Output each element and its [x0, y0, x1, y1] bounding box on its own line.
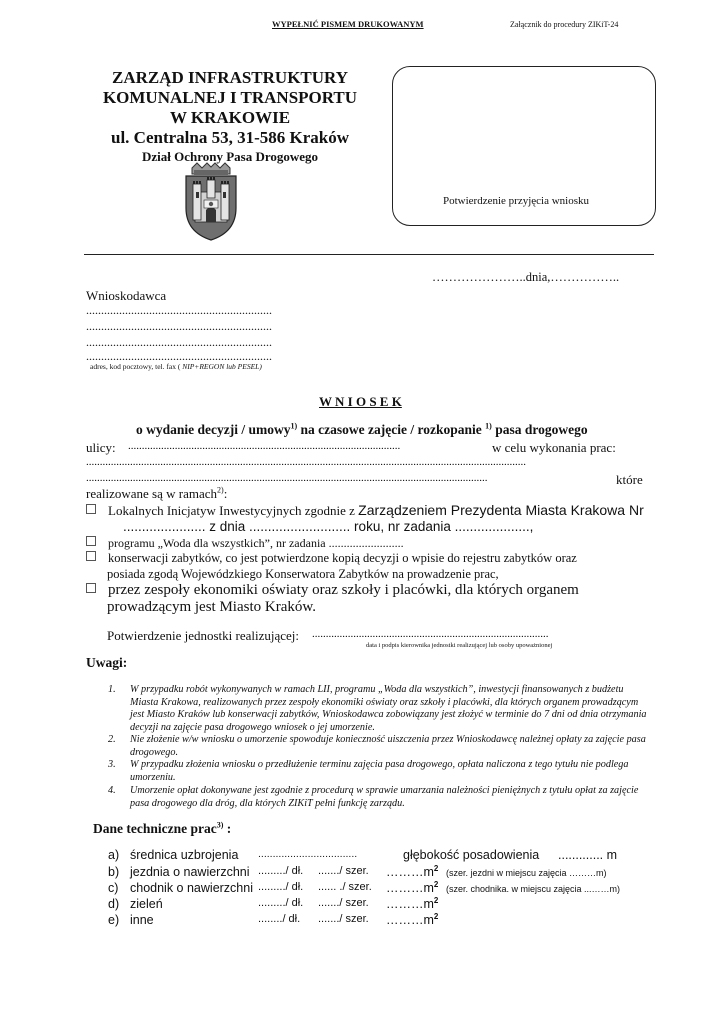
- form-title: W N I O S E K: [319, 394, 402, 409]
- area-field[interactable]: [386, 865, 438, 879]
- work-purpose-label: w celu wykonania prac:: [492, 440, 616, 455]
- street-field[interactable]: ...................................................................................................: [128, 440, 401, 452]
- option-monuments[interactable]: [86, 551, 577, 566]
- checkbox-monuments[interactable]: [86, 551, 96, 561]
- width-field[interactable]: ...... ./ szer.: [318, 881, 372, 893]
- org-line-1: ZARZĄD INFRASTRUKTURY: [111, 68, 348, 87]
- option-water-program[interactable]: [86, 536, 404, 551]
- applicant-line-4[interactable]: ..............................................................: [86, 349, 272, 363]
- depth-label: głębokość posadowienia: [403, 848, 540, 862]
- remark-text: Nie złożenie w/w wniosku o umorzenie spowoduje konieczność uiszczenia przez Wnioskodawcę należnej opłaty za zajęcie pasa drogowego.: [130, 734, 646, 758]
- option-schools[interactable]: [86, 582, 579, 599]
- tech-row-label: chodnik o nawierzchni: [130, 881, 253, 895]
- area-unit-sup: 2: [433, 911, 439, 921]
- applicant-caption-ids: NIP+REGON lub PESEL): [180, 362, 262, 371]
- checkbox-lii[interactable]: [86, 504, 96, 514]
- street-label: ulicy:: [86, 440, 116, 455]
- length-field[interactable]: ........./ dł.: [258, 897, 304, 909]
- applicant-line-2[interactable]: ..............................................................: [86, 319, 272, 333]
- tech-row-letter: e): [108, 913, 120, 927]
- realized-within-label: [86, 486, 227, 502]
- org-department: Dział Ochrony Pasa Drogowego: [141, 149, 319, 164]
- work-field-line-1[interactable]: ................................................................................................................................................................: [86, 456, 526, 468]
- applicant-line-3[interactable]: ..............................................................: [86, 335, 272, 349]
- org-line-3: W KRAKOWIE: [169, 108, 291, 127]
- applicant-line-1[interactable]: ..............................................................: [86, 303, 272, 317]
- option-water-program-text: programu „Woda dla wszystkich”, nr zadania .........................: [108, 536, 404, 550]
- length-field[interactable]: ........./ dł.: [258, 865, 304, 877]
- option-schools-text: przez zespoły ekonomiki oświaty oraz szkoły i placówki, dla których organem: [108, 582, 579, 598]
- krakow-coat-of-arms-icon: [180, 162, 242, 242]
- remark-item: [108, 785, 648, 810]
- technical-title-sup: 3): [216, 820, 224, 830]
- realized-text: realizowane są w ramach: [86, 486, 218, 501]
- tech-row-label: średnica uzbrojenia: [130, 848, 239, 862]
- tech-row-note[interactable]: (szer. jezdni w miejscu zajęcia ………m): [446, 868, 607, 878]
- remark-number: 4.: [108, 785, 116, 796]
- applicant-caption: [90, 362, 262, 371]
- option-lii[interactable]: [86, 502, 644, 519]
- remark-item: [108, 684, 648, 734]
- remark-number: 1.: [108, 684, 116, 695]
- technical-title-colon: :: [223, 821, 232, 836]
- diameter-field[interactable]: ..................................: [258, 848, 358, 860]
- length-field[interactable]: ......../ dł.: [258, 913, 301, 925]
- area-field[interactable]: [386, 897, 438, 911]
- area-unit-sup: 2: [433, 863, 439, 873]
- realized-sup: 2): [217, 485, 224, 495]
- which-label: które: [616, 472, 643, 487]
- option-schools-line-2: prowadzącym jest Miasto Kraków.: [107, 599, 316, 615]
- header-divider: [84, 254, 654, 255]
- length-field[interactable]: ........./ dł.: [258, 881, 304, 893]
- width-field[interactable]: ......./ szer.: [318, 865, 369, 877]
- area-value: ………m: [386, 881, 434, 895]
- tech-row-label: jezdnia o nawierzchni: [130, 865, 250, 879]
- technical-title: [93, 821, 231, 837]
- tech-row-letter: c): [108, 881, 119, 895]
- checkbox-water-program[interactable]: [86, 536, 96, 546]
- remark-text: W przypadku złożenia wniosku o przedłużenie terminu zajęcia pasa drogowego, opłata naliczona z tego tytułu nie podlega umorzeniu.: [130, 759, 629, 783]
- tech-row-label: inne: [130, 913, 154, 927]
- width-field[interactable]: ......./ szer.: [318, 913, 369, 925]
- area-value: ………m: [386, 913, 434, 927]
- remarks-title: Uwagi:: [86, 655, 128, 670]
- fill-instruction: WYPEŁNIĆ PISMEM DRUKOWANYM: [272, 19, 424, 29]
- applicant-label: Wnioskodawca: [86, 288, 167, 303]
- area-field[interactable]: [386, 881, 438, 895]
- remark-number: 3.: [108, 759, 116, 770]
- option-lii-details[interactable]: ...................... z dnia ........................... roku, nr zadania ....................,: [123, 519, 534, 534]
- tech-row-letter: a): [108, 848, 120, 862]
- tech-row-letter: d): [108, 897, 120, 911]
- remark-item: [108, 734, 648, 759]
- option-lii-ordinance: Zarządzeniem Prezydenta Miasta Krakowa Nr: [358, 502, 644, 518]
- tech-row-note[interactable]: (szer. chodnika. w miejscu zajęcia ...……m): [446, 884, 621, 894]
- option-lii-text: Lokalnych Inicjatyw Inwestycyjnych zgodnie z: [108, 503, 359, 518]
- option-monuments-text: konserwacji zabytków, co jest potwierdzone kopią decyzji o wpisie do rejestru zabytków oraz: [108, 551, 577, 565]
- remark-number: 2.: [108, 734, 116, 745]
- remark-text: Umorzenie opłat dokonywane jest zgodnie z procedurą w sprawie umarzania należności pieniężnych z tytułu opłat za zajęcie pasa drogowego dla dróg, dla których ZIKiT pełni funkcję zarządu.: [130, 785, 639, 809]
- remark-text: W przypadku robót wykonywanych w ramach LII, programu „Woda dla wszystkich”, inwestycji finansowanych z budżetu Miasta Krakowa, realizowanych przez zespoły ekonomiki oświaty oraz szkoły i placówki, dla których organem prowadzącym jest Miasto Kraków lub konserwacji zabytków, Wnioskodawca zobowiązany jest złożyć w terminie do 7 dni od dnia otrzymania decyzji na zajęcie pasa drogowego wniosek o jej umorzenie.: [130, 684, 647, 733]
- attachment-label: Załącznik do procedury ZIKiT-24: [510, 20, 619, 29]
- org-line-2: KOMUNALNEJ I TRANSPORTU: [102, 88, 358, 107]
- receipt-confirmation-label: Potwierdzenie przyjęcia wniosku: [443, 195, 590, 207]
- organization-block: [80, 68, 380, 166]
- unit-confirmation-field[interactable]: ......................................................................................: [312, 628, 549, 640]
- tech-row-letter: b): [108, 865, 120, 879]
- remark-item: [108, 759, 648, 784]
- applicant-caption-prefix: adres, kod pocztowy, tel. fax (: [90, 362, 181, 371]
- subtitle-sup-2: 1): [485, 421, 492, 431]
- area-unit-sup: 2: [433, 879, 439, 889]
- area-unit-sup: 2: [433, 895, 439, 905]
- subtitle-part-a: o wydanie decyzji / umowy: [136, 422, 291, 437]
- org-address: ul. Centralna 53, 31-586 Kraków: [111, 128, 349, 147]
- area-value: ………m: [386, 897, 434, 911]
- tech-row-label: zieleń: [130, 897, 163, 911]
- unit-confirmation-label: Potwierdzenie jednostki realizującej:: [107, 628, 300, 643]
- unit-confirmation-caption: data i podpis kierownika jednostki realizującej lub osoby upoważnionej: [366, 642, 553, 649]
- option-monuments-line-2: posiada zgodą Wojewódzkiego Konserwatora Zabytków na prowadzenie prac,: [107, 567, 499, 581]
- subtitle-part-c: pasa drogowego: [491, 422, 588, 437]
- subtitle-part-b: na czasowe zajęcie / rozkopanie: [297, 422, 486, 437]
- date-line[interactable]: …………………..dnia,……………..: [432, 270, 620, 284]
- depth-field[interactable]: ............. m: [558, 848, 618, 862]
- area-value: ………m: [386, 865, 434, 879]
- area-field[interactable]: [386, 913, 438, 927]
- subtitle-sup-1: 1): [290, 421, 298, 431]
- checkbox-schools[interactable]: [86, 583, 96, 593]
- realized-colon: :: [223, 486, 228, 501]
- technical-title-text: Dane techniczne prac: [93, 821, 217, 836]
- form-subtitle: [136, 422, 588, 438]
- width-field[interactable]: ......./ szer.: [318, 897, 369, 909]
- work-field-line-2[interactable]: ..................................................................................................................................................: [86, 472, 488, 484]
